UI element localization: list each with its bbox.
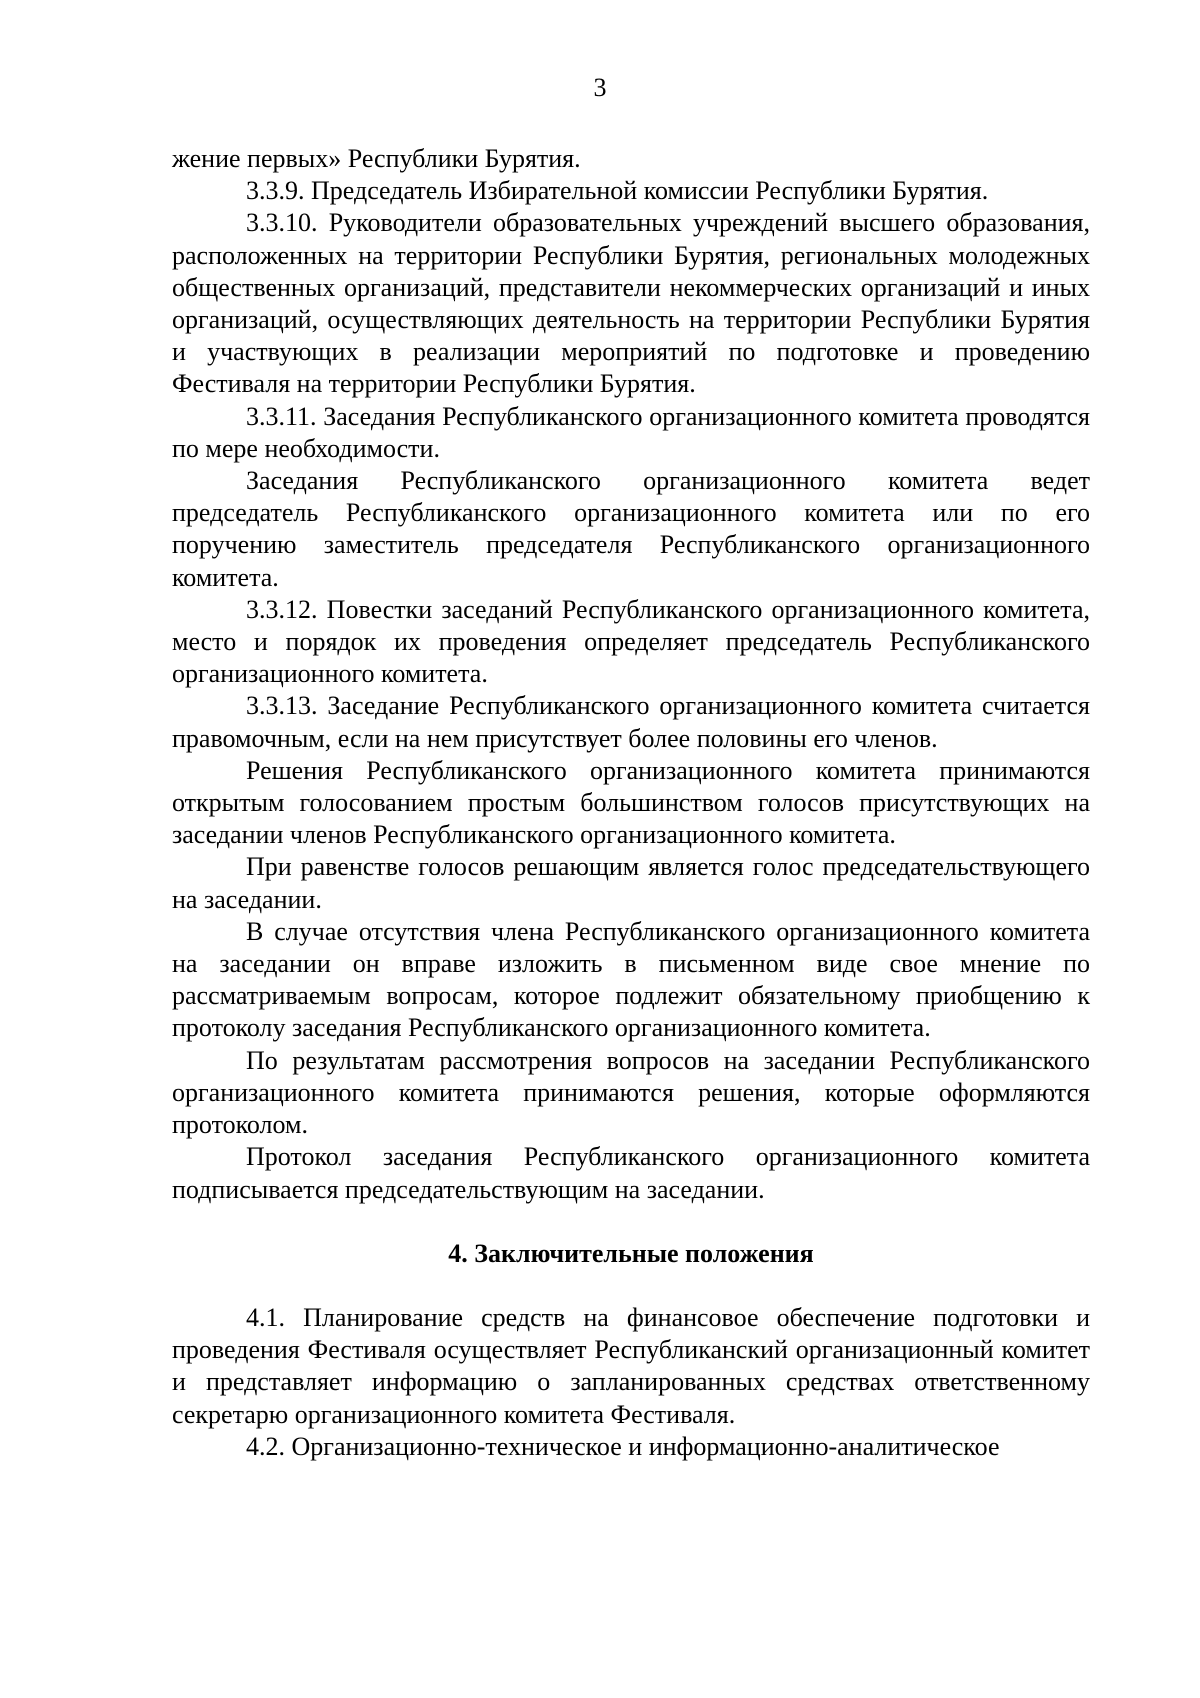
section-heading: 4. Заключительные положения [448, 1238, 814, 1268]
paragraph-3-3-12: 3.3.12. Повестки заседаний Республиканского организационного комитета, место и порядок их проведения определяет председатель Республиканского организационного комитета. [172, 594, 1090, 689]
paragraph-4-1: 4.1. Планирование средств на финансовое обеспечение подготовки и проведения Фестиваля осуществляет Республиканский организационный комитет и представляет информацию о запланированных средствах ответственному секретарю организационного комитета Фестиваля. [172, 1302, 1090, 1429]
paragraph-3-3-11: 3.3.11. Заседания Республиканского организационного комитета проводятся по мере необходимости. [172, 401, 1090, 463]
paragraph-decisions: Решения Республиканского организационного комитета принимаются открытым голосованием простым большинством голосов присутствующих на заседании членов Республиканского организационного комитета. [172, 755, 1090, 850]
paragraph-continuation: жение первых» Республики Бурятия. [172, 144, 581, 173]
page-number: 3 [593, 73, 607, 102]
paragraph-3-3-9: 3.3.9. Председатель Избирательной комиссии Республики Бурятия. [246, 176, 989, 206]
paragraph-results: По результатам рассмотрения вопросов на заседании Республиканского организационного комитета принимаются решения, которые оформляются протоколом. [172, 1045, 1090, 1140]
paragraph-protocol: Протокол заседания Республиканского организационного комитета подписывается председательствующим на заседании. [172, 1142, 1090, 1204]
paragraph-3-3-13: 3.3.13. Заседание Республиканского организационного комитета считается правомочным, если на нем присутствует более половины его членов. [172, 691, 1090, 753]
paragraph-equal-votes: При равенстве голосов решающим является голос председательствующего на заседании. [172, 852, 1090, 914]
paragraph-3-3-10: 3.3.10. Руководители образовательных учреждений высшего образования, расположенных на территории Республики Бурятия, региональных молодежных общественных организаций, представители некоммерческих организаций и иных организаций, осуществляющих деятельность на территории Республики Бурятия и участвующих в реализации мероприятий по подготовке и проведению Фестиваля на территории Республики Бурятия. [172, 208, 1090, 399]
paragraph-meetings-chair: Заседания Республиканского организационного комитета ведет председатель Республиканского организационного комитета или по его поручению заместитель председателя Республиканского организационного комитета. [172, 466, 1090, 592]
paragraph-absence: В случае отсутствия члена Республиканского организационного комитета на заседании он вправе изложить в письменном виде свое мнение по рассматриваемым вопросам, которое подлежит обязательному приобщению к протоколу заседания Республиканского организационного комитета. [172, 916, 1090, 1043]
paragraph-4-2: 4.2. Организационно-техническое и информационно-аналитическое [246, 1431, 1000, 1461]
document-body [172, 143, 1090, 1463]
